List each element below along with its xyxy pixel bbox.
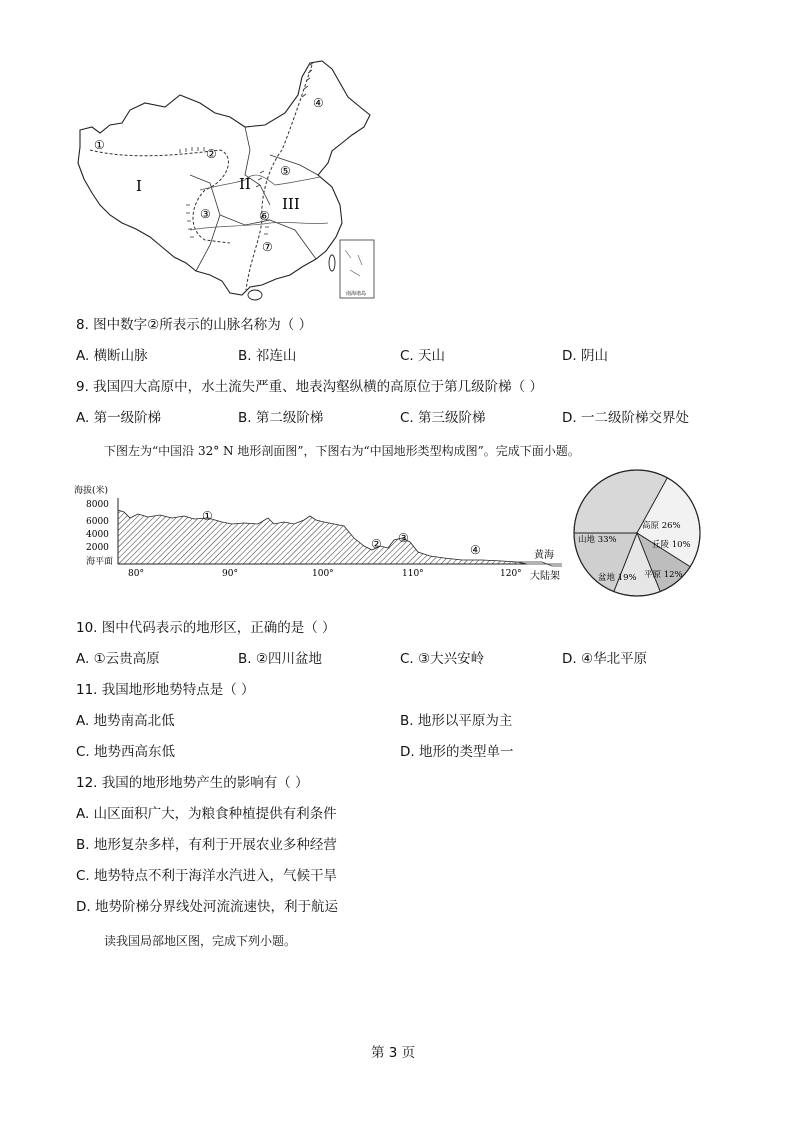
region-label-3: III	[282, 195, 300, 213]
china-terrain-map	[70, 55, 390, 305]
question-12-stem: 12. 我国的地形地势产生的影响有（ ）	[76, 775, 309, 791]
marker-2: ②	[206, 147, 217, 161]
question-8-option-b: B. 祁连山	[238, 348, 297, 364]
terrain-type-pie-chart	[570, 466, 704, 600]
xtick-110: 110°	[402, 569, 424, 579]
xtick-90: 90°	[222, 569, 238, 579]
question-9-option-a: A. 第一级阶梯	[76, 410, 162, 426]
south-sea-inset	[340, 240, 374, 298]
pie-label-mountains: 山地 33%	[578, 535, 617, 545]
question-10-option-b: B. ②四川盆地	[238, 651, 322, 667]
terrain-profile-area	[118, 510, 527, 564]
question-8-option-d: D. 阴山	[562, 348, 608, 364]
xtick-120: 120°	[500, 569, 522, 579]
china-outline	[78, 61, 370, 295]
pie-label-plains: 平原 12%	[644, 570, 683, 580]
ytick-4000: 4000	[86, 530, 109, 540]
page-footer: 第 3 页	[371, 1045, 416, 1061]
question-9-option-c: C. 第三级阶梯	[400, 410, 486, 426]
profile-marker-1: ①	[202, 509, 213, 523]
marker-7: ⑦	[262, 240, 273, 254]
profile-marker-4: ④	[470, 543, 481, 557]
profile-marker-3: ③	[398, 531, 409, 545]
question-10-stem: 10. 图中代码表示的地形区，正确的是（ ）	[76, 620, 336, 636]
xtick-80: 80°	[128, 569, 144, 579]
question-8-option-a: A. 横断山脉	[76, 348, 148, 364]
marker-5: ⑤	[280, 164, 291, 178]
ytick-8000: 8000	[86, 500, 109, 510]
shelf-label: 大陆架	[530, 571, 560, 582]
profile-marker-2: ②	[371, 537, 382, 551]
question-12-option-c: C. 地势特点不利于海洋水汽进入，气候干旱	[76, 868, 338, 884]
second-step-boundary	[246, 65, 312, 290]
xtick-100: 100°	[312, 569, 334, 579]
caption-local-map: 读我国局部地区图，完成下列小题。	[104, 934, 297, 948]
question-12-option-b: B. 地形复杂多样，有利于开展农业多种经营	[76, 837, 337, 853]
question-9-stem: 9. 我国四大高原中，水土流失严重、地表沟壑纵横的高原位于第几级阶梯（ ）	[76, 379, 543, 395]
question-10-option-d: D. ④华北平原	[562, 651, 648, 667]
pie-label-plateau: 高原 26%	[642, 521, 681, 531]
question-8-stem: 8. 图中数字②所表示的山脉名称为（ ）	[76, 317, 313, 333]
pie-label-basins: 盆地 19%	[598, 573, 637, 583]
question-9-option-b: B. 第二级阶梯	[238, 410, 324, 426]
marker-6: ⑥	[259, 209, 270, 223]
caption-profile: 下图左为“中国沿 32° N 地形剖面图”，下图右为“中国地形类型构成图”。完成下面小题。	[104, 444, 580, 458]
question-9-option-d: D. 一二级阶梯交界处	[562, 410, 689, 426]
pie-label-hills: 丘陵 10%	[652, 540, 691, 550]
ytick-6000: 6000	[86, 517, 109, 527]
sea-label: 黄海	[534, 550, 554, 561]
question-10-option-c: C. ③大兴安岭	[400, 651, 485, 667]
ytick-sea-level: 海平面	[86, 557, 114, 567]
question-10-option-a: A. ①云贵高原	[76, 651, 160, 667]
region-label-2: II	[239, 175, 251, 193]
inset-label: 南海诸岛	[346, 291, 367, 297]
marker-4: ④	[313, 96, 324, 110]
question-8-option-c: C. 天山	[400, 348, 446, 364]
profile-ylabel: 海拔(米)	[74, 486, 109, 496]
marker-1: ①	[94, 138, 105, 152]
ytick-2000: 2000	[86, 543, 109, 553]
marker-3: ③	[200, 207, 211, 221]
question-11-option-c: C. 地势西高东低	[76, 744, 176, 760]
region-label-1: I	[136, 177, 142, 195]
question-12-option-a: A. 山区面积广大，为粮食种植提供有利条件	[76, 806, 337, 822]
terrain-profile-chart	[72, 480, 572, 588]
question-11-option-a: A. 地势南高北低	[76, 713, 175, 729]
question-12-option-d: D. 地势阶梯分界线处河流流速快，利于航运	[76, 899, 338, 915]
question-11-option-d: D. 地形的类型单一	[400, 744, 514, 760]
question-11-option-b: B. 地形以平原为主	[400, 713, 513, 729]
first-step-boundary	[90, 150, 230, 243]
question-11-stem: 11. 我国地形地势特点是（ ）	[76, 682, 255, 698]
